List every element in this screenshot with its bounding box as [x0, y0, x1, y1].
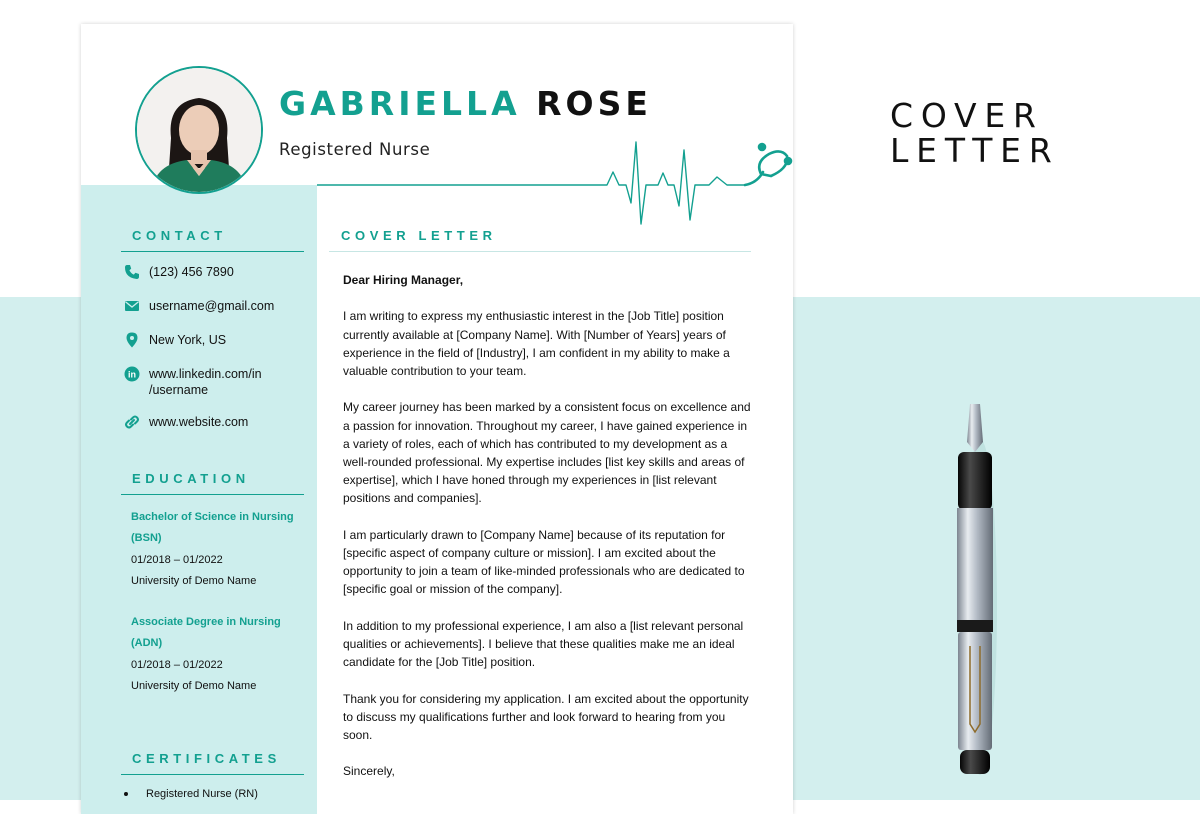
letter-paragraph: I am particularly drawn to [Company Name] because of its reputation for [specific aspect of company culture or mission]. I am excited about the opportunity to join a team of like-minded professionals who are dedicated to [specific goal or mission of the company].: [343, 527, 745, 597]
fountain-pen-icon: [950, 402, 1000, 782]
letter-paragraph: My career journey has been marked by a consistent focus on excellence and a passion for innovation. Throughout my career, I have gained experience in a variety of roles, each of which has contributed to my development as a well-rounded professional. My expertise includes [list key skills and areas of expertise], which I have honed through my experiences in [list relevant positions and companies].: [343, 400, 751, 506]
education-school: University of Demo Name: [131, 575, 257, 587]
cover-letter-heading: COVER LETTER: [341, 228, 497, 243]
education-degree: Bachelor of Science in Nursing (BSN): [131, 511, 294, 544]
bullet-icon: [124, 792, 128, 796]
letter-paragraph: In addition to my professional experience, I am also a [list relevant personal qualities or achievements]. I believe that these qualities make me an ideal candidate for the [Job Title] position.: [343, 618, 744, 670]
salutation: Dear Hiring Manager,: [343, 273, 464, 287]
last-name: ROSE: [536, 84, 652, 123]
link-icon: [124, 414, 140, 430]
email-icon: [124, 298, 140, 314]
applicant-name: [279, 84, 652, 123]
letter-paragraph: Thank you for considering my application. I am excited about the opportunity to discuss my qualifications further and look forward to hearing from you soon.: [343, 691, 749, 742]
heartbeat-line-icon: [317, 128, 793, 228]
education-degree: Associate Degree in Nursing (ADN): [131, 616, 281, 649]
letter-closing: Sincerely,: [343, 764, 395, 779]
location-pin-icon: [124, 332, 140, 348]
contact-linkedin: in www.linkedin.com/in /username: [124, 366, 262, 398]
certificate-item: Registered Nurse (RN): [124, 788, 258, 800]
phone-icon: [124, 264, 140, 280]
letter-body: [343, 271, 753, 799]
contact-location: New York, US: [124, 332, 226, 348]
education-dates: 01/2018 – 01/2022: [131, 554, 223, 566]
stethoscope-icon: [745, 144, 791, 185]
svg-text:in: in: [128, 369, 136, 380]
cover-letter-divider: [329, 251, 751, 252]
promo-title: COVER LETTER: [890, 96, 1060, 170]
job-title: Registered Nurse: [279, 140, 431, 159]
contact-website: www.website.com: [124, 414, 248, 430]
contact-email: username@gmail.com: [124, 298, 274, 314]
profile-photo: [135, 66, 263, 194]
cover-letter-document: [81, 24, 793, 814]
contact-heading: CONTACT: [132, 228, 227, 243]
education-heading: EDUCATION: [132, 471, 250, 486]
certificates-divider: [121, 774, 304, 775]
first-name: GABRIELLA: [279, 84, 521, 123]
linkedin-icon: [124, 366, 140, 382]
letter-paragraph: I am writing to express my enthusiastic interest in the [Job Title] position currently available at [Company Name]. With [Number of Years] years of experience in the field of [Industry], I am confident in my ability to make a valuable contribution to your team.: [343, 309, 730, 378]
contact-phone: (123) 456 7890: [124, 264, 234, 280]
education-divider: [121, 494, 304, 495]
certificates-heading: CERTIFICATES: [132, 751, 281, 766]
education-dates: 01/2018 – 01/2022: [131, 659, 223, 671]
contact-divider: [121, 251, 304, 252]
education-school: University of Demo Name: [131, 680, 257, 692]
